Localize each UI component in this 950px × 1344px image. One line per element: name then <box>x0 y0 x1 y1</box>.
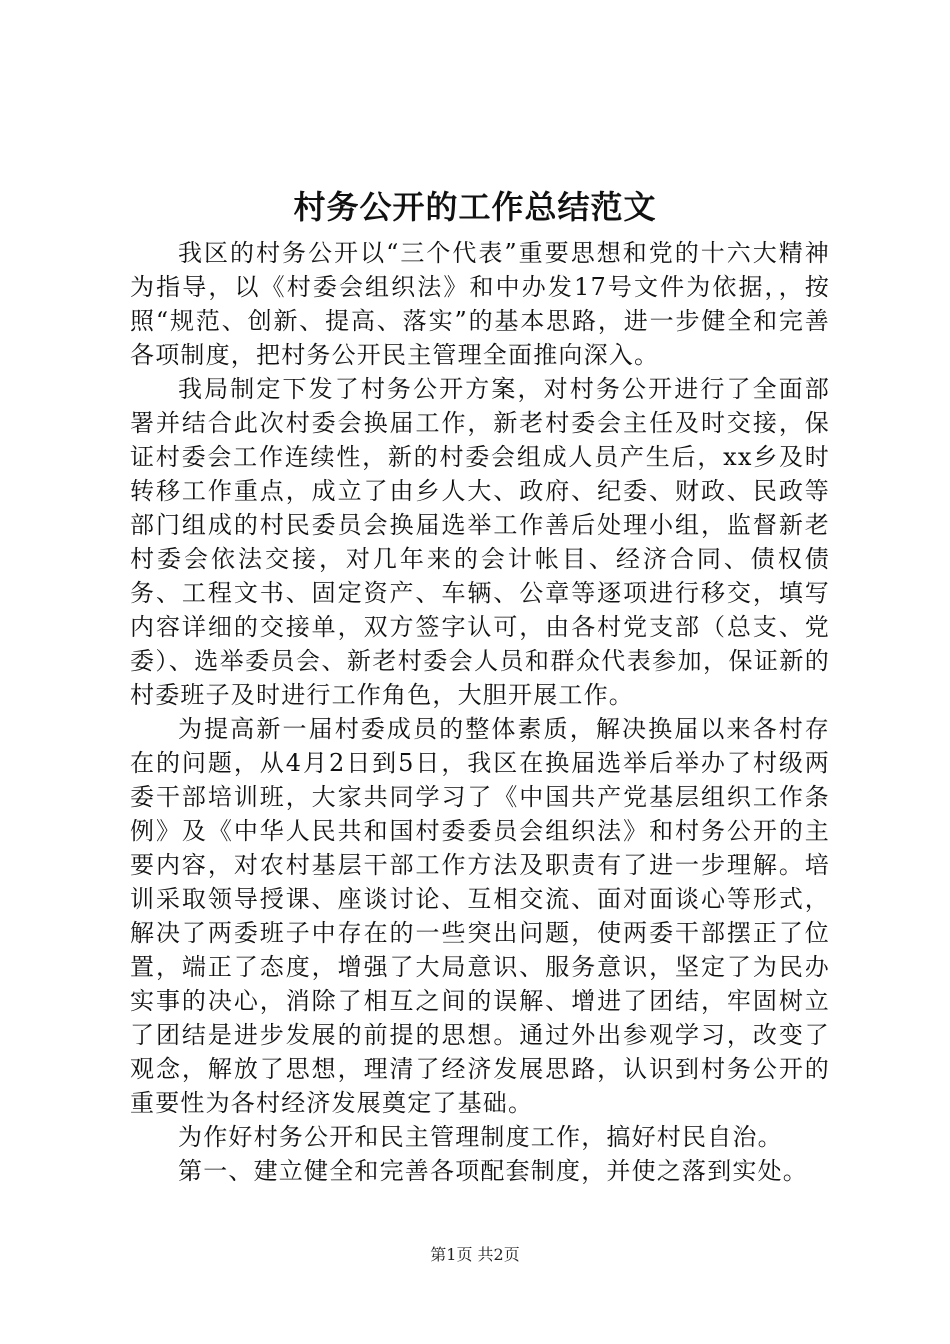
paragraph: 我局制定下发了村务公开方案，对村务公开进行了全面部署并结合此次村委会换届工作，新老村委会主任及时交接，保证村委会工作连续性，新的村委会组成人员产生后，xx乡及时转移工作重点，成立了由乡人大、政府、纪委、财政、民政等部门组成的村民委员会换届选举工作善后处理小组，监督新老村委会依法交接，对几年来的会计帐目、经济合同、债权债务、工程文书、固定资产、车辆、公章等逐项进行移交，填写内容详细的交接单，双方签字认可，由各村党支部（总支、党委）、选举委员会、新老村委会人员和群众代表参加，保证新的村委班子及时进行工作角色，大胆开展工作。 <box>130 375 830 709</box>
paragraph: 第一、建立健全和完善各项配套制度，并使之落到实处。 <box>178 1157 808 1185</box>
paragraph: 为提高新一届村委成员的整体素质，解决换届以来各村存在的问题，从4月2日到5日，我区在换届选举后举办了村级两委干部培训班，大家共同学习了《中国共产党基层组织工作条例》及《中华人民共和国村委委员会组织法》和村务公开的主要内容，对农村基层干部工作方法及职责有了进一步理解。培训采取领导授课、座谈讨论、互相交流、面对面谈心等形式，解决了两委班子中存在的一些突出问题，使两委干部摆正了位置，端正了态度，增强了大局意识、服务意识，坚定了为民办实事的决心，消除了相互之间的误解、增进了团结，牢固树立了团结是进步发展的前提的思想。通过外出参观学习，改变了观念，解放了思想，理清了经济发展思路，认识到村务公开的重要性为各村经济发展奠定了基础。 <box>130 715 830 1117</box>
document-body <box>130 236 830 1188</box>
page-number-footer: 第1页 共2页 <box>430 1245 520 1264</box>
paragraph: 我区的村务公开以“三个代表”重要思想和党的十六大精神为指导，以《村委会组织法》和中办发17号文件为依据，，按照“规范、创新、提高、落实”的基本思路，进一步健全和完善各项制度，把村务公开民主管理全面推向深入。 <box>130 239 830 369</box>
document-title: 村务公开的工作总结范文 <box>293 188 657 226</box>
paragraph: 为作好村务公开和民主管理制度工作，搞好村民自治。 <box>178 1123 783 1151</box>
